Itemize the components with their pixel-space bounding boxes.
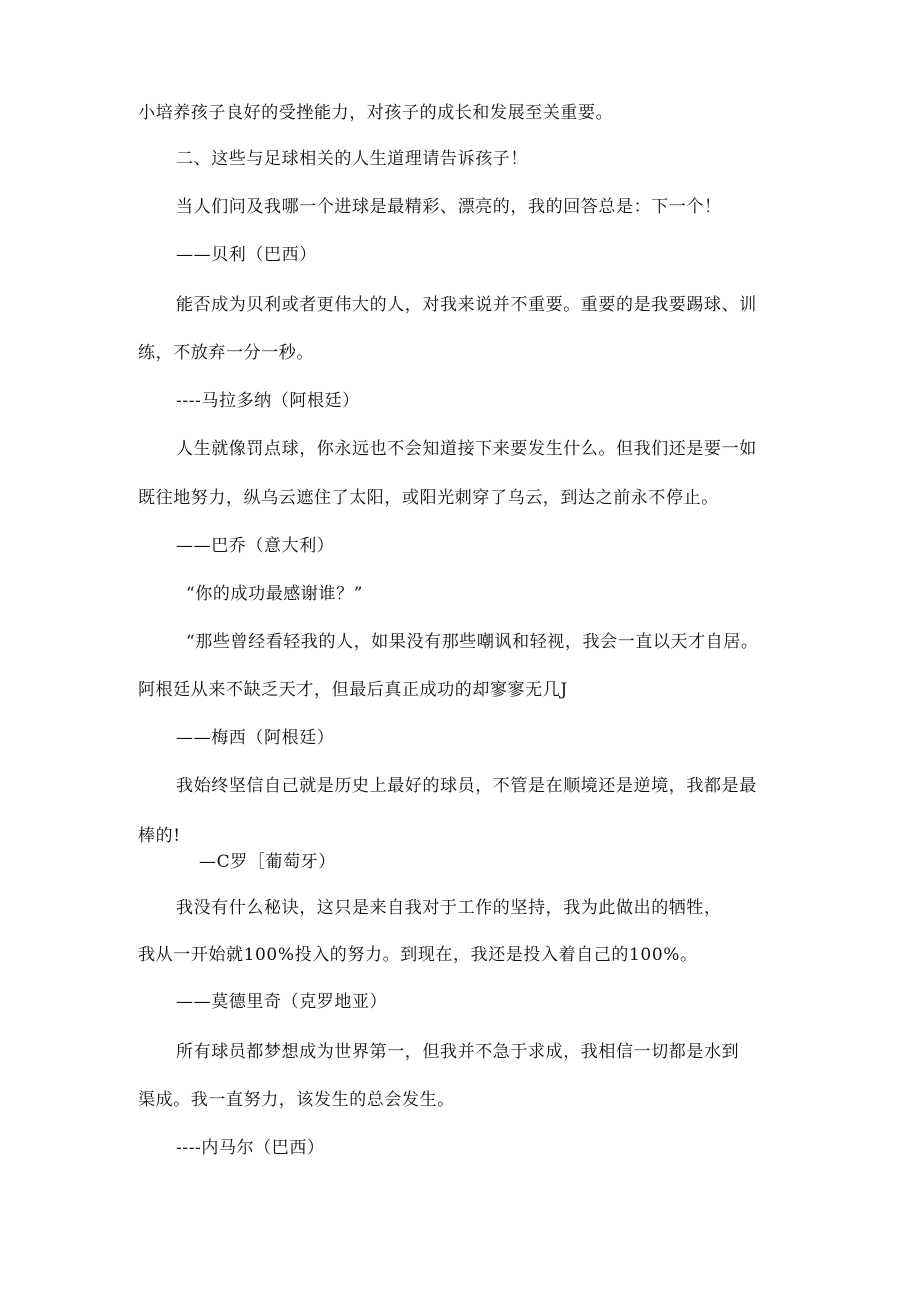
quote-neymar-line-2: 渠成。我一直努力，该发生的总会发生。 — [138, 1090, 455, 1110]
quote-ronaldo-attribution: —C罗［葡萄牙） — [199, 852, 336, 872]
quote-messi-line-2: 阿根廷从来不缺乏天才，但最后真正成功的却寥寥无几J — [138, 680, 568, 700]
quote-baggio-line-2: 既往地努力，纵乌云遮住了太阳，或阳光刺穿了乌云，到达之前永不停止。 — [138, 488, 719, 508]
quote-messi-question: “你的成功最感谢谁？” — [186, 584, 363, 604]
section-heading: 二、这些与足球相关的人生道理请告诉孩子！ — [176, 149, 528, 169]
quote-pele-line-1: 当人们问及我哪一个进球是最精彩、漂亮的，我的回答总是：下一个！ — [176, 197, 722, 217]
quote-neymar-line-1: 所有球员都梦想成为世界第一，但我并不急于求成，我相信一切都是水到 — [176, 1042, 740, 1062]
quote-baggio-attribution: ——巴乔（意大利） — [176, 536, 335, 556]
quote-neymar-attribution: ----内马尔（巴西） — [176, 1138, 325, 1158]
quote-messi-line-1: “那些曾经看轻我的人，如果没有那些嘲讽和轻视，我会一直以天才自居。 — [186, 632, 759, 652]
quote-modric-line-2: 我从一开始就100%投入的努力。到现在，我还是投入着自己的100%。 — [138, 945, 698, 965]
quote-maradona-attribution: ----马拉多纳（阿根廷） — [176, 391, 360, 411]
quote-maradona-line-2: 练，不放弃一分一秒。 — [138, 343, 314, 363]
quote-ronaldo-line-1: 我始终坚信自己就是历史上最好的球员，不管是在顺境还是逆境，我都是最 — [176, 776, 757, 796]
quote-modric-attribution: ——莫德里奇（克罗地亚） — [176, 992, 388, 1012]
quote-pele-attribution: ——贝利（巴西） — [176, 245, 317, 265]
quote-maradona-line-1: 能否成为贝利或者更伟大的人，对我来说并不重要。重要的是我要踢球、训 — [176, 295, 757, 315]
quote-ronaldo-line-2: 棒的! — [138, 826, 181, 846]
intro-paragraph-line: 小培养孩子良好的受挫能力，对孩子的成长和发展至关重要。 — [138, 103, 614, 123]
quote-baggio-line-1: 人生就像罚点球，你永远也不会知道接下来要发生什么。但我们还是要一如 — [176, 439, 757, 459]
quote-messi-attribution: ——梅西（阿根廷） — [176, 728, 335, 748]
quote-modric-line-1: 我没有什么秘诀，这只是来自我对于工作的坚持，我为此做出的牺牲， — [176, 898, 722, 918]
